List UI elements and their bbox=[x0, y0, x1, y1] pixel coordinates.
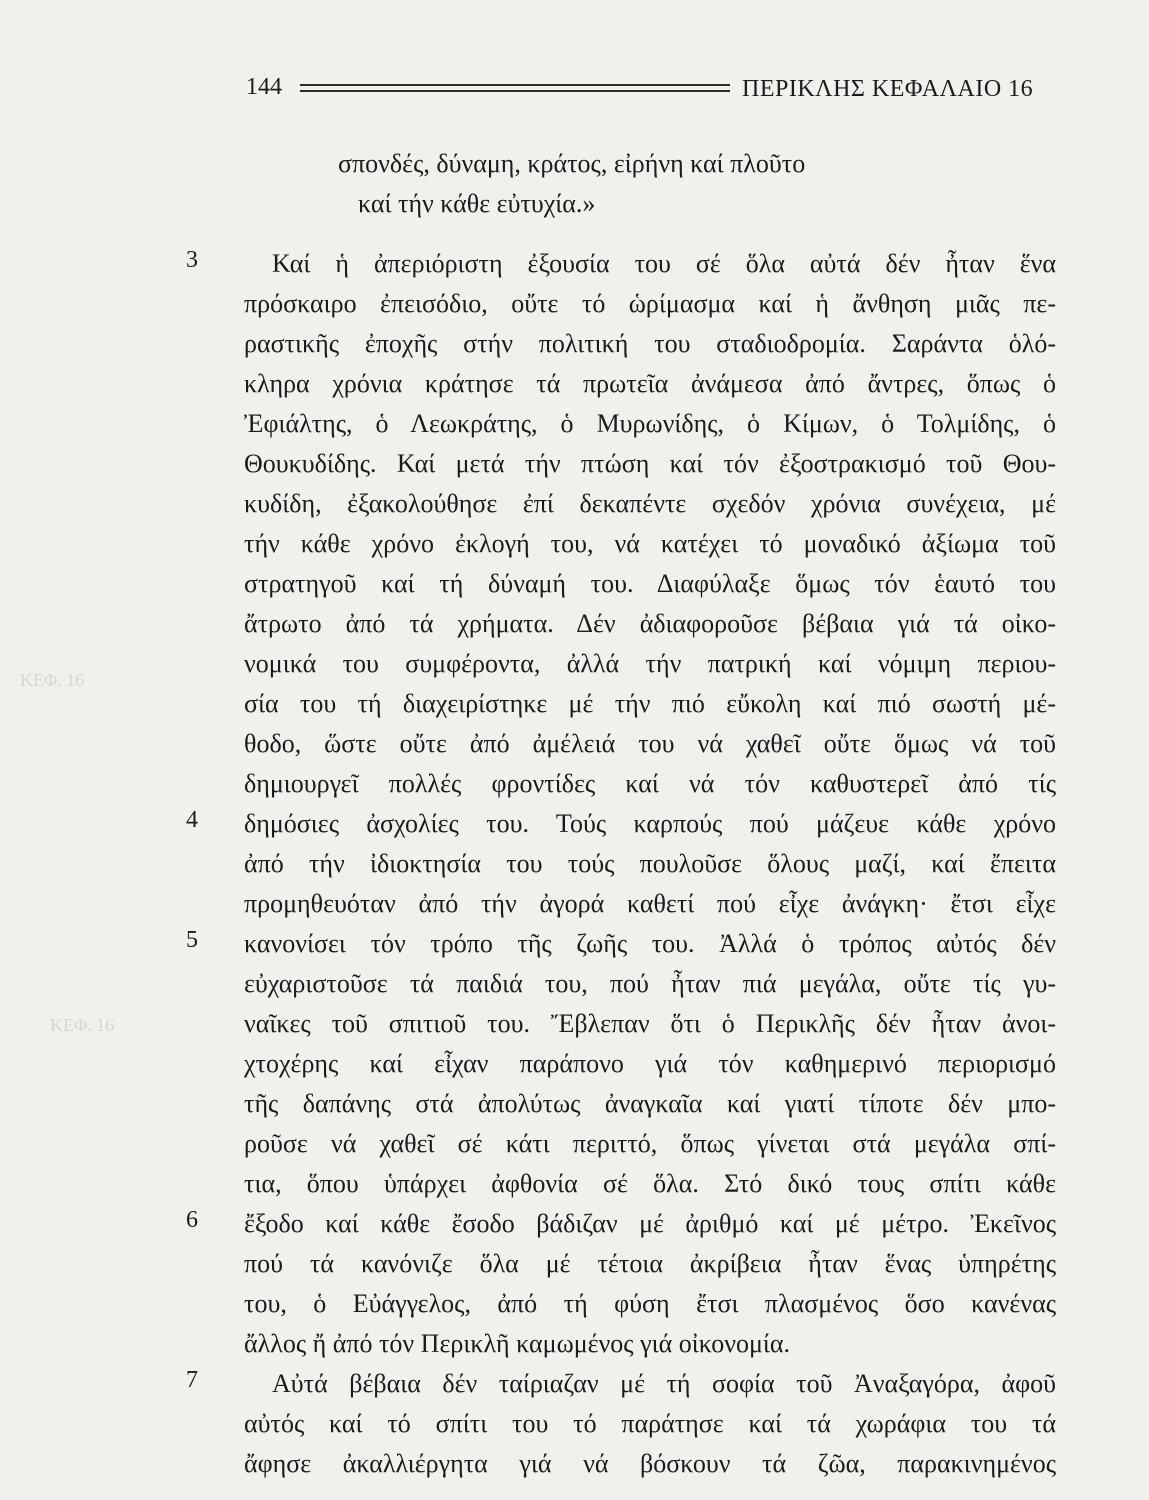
text-line: ἄλλος ἤ ἀπό τόν Περικλῆ καμωμένος γιά οἰκονομία. bbox=[244, 1329, 791, 1358]
header-double-rule bbox=[300, 84, 730, 92]
text-line: ἀπό τήν ἰδιοκτησία του τούς πουλοῦσε ὅλους μαζί, καί ἔπειτα bbox=[244, 849, 1056, 878]
section-number: 3 bbox=[186, 247, 198, 273]
text-line: προμηθευόταν ἀπό τήν ἀγορά καθετί πού εἶχε ἀνάγκη· ἔτσι εἶχε bbox=[244, 889, 1056, 918]
page-header bbox=[0, 74, 1149, 114]
bleed-through-text: ΚΕΦ. 16 bbox=[20, 670, 85, 690]
section-number: 4 bbox=[186, 807, 198, 833]
running-head: ΠΕΡΙΚΛΗΣ ΚΕΦΑΛΑΙΟ 16 bbox=[742, 76, 1034, 102]
text-line: στρατηγοῦ καί τή δύναμή του. Διαφύλαξε ὅμως τόν ἑαυτό του bbox=[244, 569, 1056, 598]
text-line: κληρα χρόνια κράτησε τά πρωτεῖα ἀνάμεσα ἀπό ἄντρες, ὅπως ὁ bbox=[244, 369, 1056, 398]
text-line: σία του τή διαχειρίστηκε μέ τήν πιό εὔκολη καί πιό σωστή μέ- bbox=[244, 689, 1056, 718]
text-line: ἄτρωτο ἀπό τά χρήματα. Δέν ἀδιαφοροῦσε βέβαια γιά τά οἰκο- bbox=[244, 609, 1056, 638]
text-line: του, ὁ Εὐάγγελος, ἀπό τή φύση ἔτσι πλασμένος ὅσο κανένας bbox=[244, 1289, 1056, 1318]
bleed-through-text: ΚΕΦ. 16 bbox=[50, 1015, 115, 1035]
section-number: 7 bbox=[186, 1367, 198, 1393]
text-line: Θουκυδίδης. Καί μετά τήν πτώση καί τόν ἐξοστρακισμό τοῦ Θου- bbox=[244, 449, 1056, 478]
text-line: πού τά κανόνιζε ὅλα μέ τέτοια ἀκρίβεια ἦταν ἕνας ὑπηρέτης bbox=[244, 1249, 1056, 1278]
text-line: τήν κάθε χρόνο ἐκλογή του, νά κατέχει τό μοναδικό ἀξίωμα τοῦ bbox=[244, 529, 1056, 558]
text-line: ἄφησε ἀκαλλιέργητα γιά νά βόσκουν τά ζῶα, παρακινημένος bbox=[244, 1449, 1056, 1478]
text-line: ραστικῆς ἐποχῆς στήν πολιτική του σταδιοδρομία. Σαράντα ὁλό- bbox=[244, 329, 1056, 358]
text-line: θοδο, ὥστε οὔτε ἀπό ἀμέλειά του νά χαθεῖ οὔτε ὅμως νά τοῦ bbox=[244, 729, 1056, 758]
page-number: 144 bbox=[246, 74, 282, 100]
text-line: ἔξοδο καί κάθε ἔσοδο βάδιζαν μέ ἀριθμό καί μέ μέτρο. Ἐκεῖνος bbox=[244, 1209, 1056, 1238]
text-line: ναῖκες τοῦ σπιτιοῦ του. Ἔβλεπαν ὅτι ὁ Περικλῆς δέν ἦταν ἀνοι- bbox=[244, 1009, 1056, 1038]
text-line: Αὐτά βέβαια δέν ταίριαζαν μέ τή σοφία τοῦ Ἀναξαγόρα, ἀφοῦ bbox=[272, 1369, 1056, 1398]
text-line: πρόσκαιρο ἐπεισόδιο, οὔτε τό ὡρίμασμα καί ἡ ἄνθηση μιᾶς πε- bbox=[244, 289, 1056, 318]
text-line: δημόσιες ἀσχολίες του. Τούς καρπούς πού μάζευε κάθε χρόνο bbox=[244, 809, 1056, 838]
text-line: χτοχέρης καί εἶχαν παράπονο γιά τόν καθημερινό περιορισμό bbox=[244, 1049, 1056, 1078]
text-line: κυδίδη, ἐξακολούθησε ἐπί δεκαπέντε σχεδόν χρόνια συνέχεια, μέ bbox=[244, 489, 1056, 518]
verse-line: καί τήν κάθε εὐτυχία.» bbox=[358, 189, 596, 218]
verse-line: σπονδές, δύναμη, κράτος, εἰρήνη καί πλοῦτο bbox=[338, 149, 806, 178]
text-line: ροῦσε νά χαθεῖ σέ κάτι περιττό, ὅπως γίνεται στά μεγάλα σπί- bbox=[244, 1129, 1056, 1158]
text-line: αὐτός καί τό σπίτι του τό παράτησε καί τά χωράφια του τά bbox=[244, 1409, 1056, 1438]
text-line: δημιουργεῖ πολλές φροντίδες καί νά τόν καθυστερεῖ ἀπό τίς bbox=[244, 769, 1056, 798]
text-line: νομικά του συμφέροντα, ἀλλά τήν πατρική καί νόμιμη περιου- bbox=[244, 649, 1056, 678]
text-line: Ἐφιάλτης, ὁ Λεωκράτης, ὁ Μυρωνίδης, ὁ Κίμων, ὁ Τολμίδης, ὁ bbox=[244, 409, 1056, 438]
text-line: τῆς δαπάνης στά ἀπολύτως ἀναγκαῖα καί γιατί τίποτε δέν μπο- bbox=[244, 1089, 1056, 1118]
text-line: Καί ἡ ἀπεριόριστη ἐξουσία του σέ ὅλα αὐτά δέν ἦταν ἕνα bbox=[272, 249, 1056, 278]
text-line: τια, ὅπου ὑπάρχει ἀφθονία σέ ὅλα. Στό δικό τους σπίτι κάθε bbox=[244, 1169, 1056, 1198]
section-number: 5 bbox=[186, 927, 198, 953]
text-line: κανονίσει τόν τρόπο τῆς ζωῆς του. Ἀλλά ὁ τρόπος αὐτός δέν bbox=[244, 929, 1056, 958]
text-line: εὐχαριστοῦσε τά παιδιά του, πού ἦταν πιά μεγάλα, οὔτε τίς γυ- bbox=[244, 969, 1056, 998]
section-number: 6 bbox=[186, 1207, 198, 1233]
